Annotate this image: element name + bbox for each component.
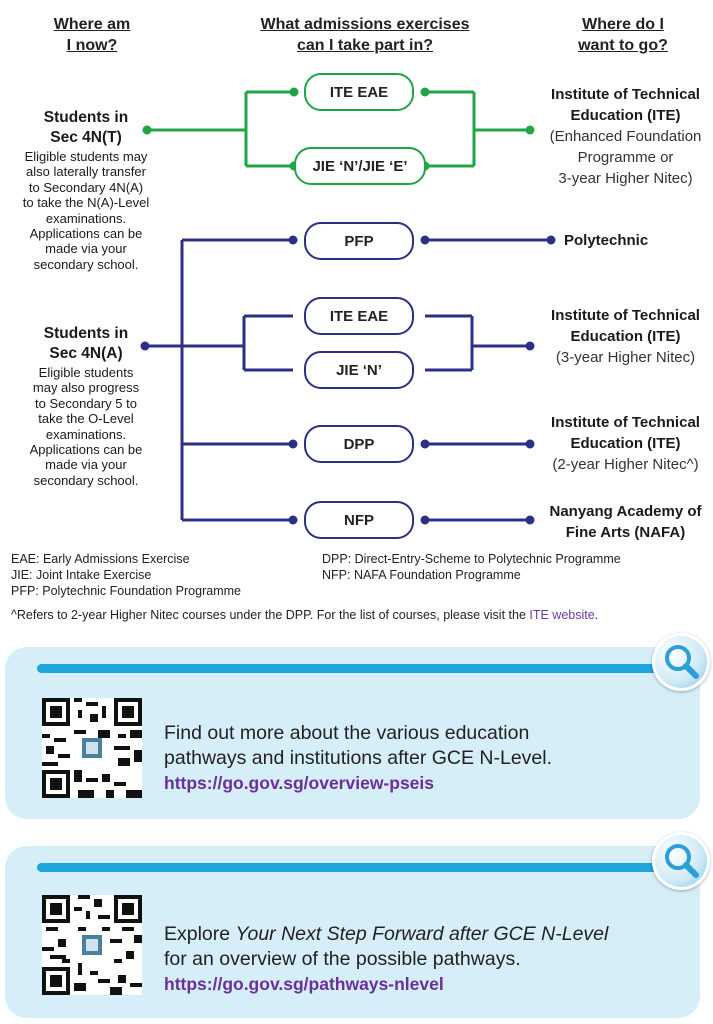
pathways-nlevel-link[interactable]: https://go.gov.sg/pathways-nlevel [164,974,444,994]
pill-nfp: NFP [304,501,414,539]
magnifier-icon [652,832,710,890]
pill-ite-eae-navy: ITE EAE [304,297,414,335]
destination-ite-3yr: Institute of Technical Education (ITE) (3-year Higher Nitec) [551,307,700,366]
destination-nafa: Nanyang Academy of Fine Arts (NAFA) [549,503,702,541]
ite-website-link[interactable]: ITE website [529,608,595,622]
pill-jie-n: JIE ‘N’ [304,351,414,389]
legend-left [11,551,241,599]
destination-polytechnic: Polytechnic [564,232,649,249]
overview-pseis-link[interactable]: https://go.gov.sg/overview-pseis [164,773,435,793]
card-text-pathways: Explore Your Next Step Forward after GCE N-Level for an overview of the possible pathways. https://go.gov.sg/pathways-nlevel [164,922,608,997]
legend-dpp: DPP: Direct-Entry-Scheme to Polytechnic Programme [322,552,621,566]
destination-ite-2yr: Institute of Technical Education (ITE) (2-year Higher Nitec^) [551,414,700,473]
card-bar [37,664,660,673]
students-sec-4na: Students in Sec 4N(A) Eligible students may also progress to Secondary 5 to take the O-Level examinations. Applications can be made via your secondary school. [29,325,143,488]
card-bar [37,863,660,872]
students-sec-4nt: Students in Sec 4N(T) Eligible students may also laterally transfer to Secondary 4N(A) to take the N(A)-Level examinations. Applications can be made via your secondary school. [22,109,150,272]
legend-nfp: NFP: NAFA Foundation Programme [322,568,521,582]
legend-right [322,551,621,583]
pill-jie-n-e: JIE ‘N’/JIE ‘E’ [294,147,426,185]
header-where-am-i: Where am I now? [53,16,131,54]
footnote: ^Refers to 2-year Higher Nitec courses under the DPP. For the list of courses, please visit the ITE website. [11,608,599,622]
magnifier-icon [652,633,710,691]
info-card-overview [5,647,700,819]
header-where-go: Where do I want to go? [578,16,668,54]
card-text-overview: Find out more about the various education pathways and institutions after GCE N-Level. https://go.gov.sg/overview-pseis [164,721,552,796]
pill-dpp: DPP [304,425,414,463]
qr-code-icon[interactable] [42,895,142,995]
pill-ite-eae-green: ITE EAE [304,73,414,111]
qr-code-icon[interactable] [42,698,142,798]
legend-pfp: PFP: Polytechnic Foundation Programme [11,584,241,598]
legend-jie: JIE: Joint Intake Exercise [11,568,152,582]
info-card-pathways [5,846,700,1018]
pill-pfp: PFP [304,222,414,260]
legend-eae: EAE: Early Admissions Exercise [11,552,190,566]
destination-ite-enhanced: Institute of Technical Education (ITE) (Enhanced Foundation Programme or 3-year Higher Nitec) [549,86,702,187]
header-exercises: What admissions exercises can I take part in? [260,16,470,54]
